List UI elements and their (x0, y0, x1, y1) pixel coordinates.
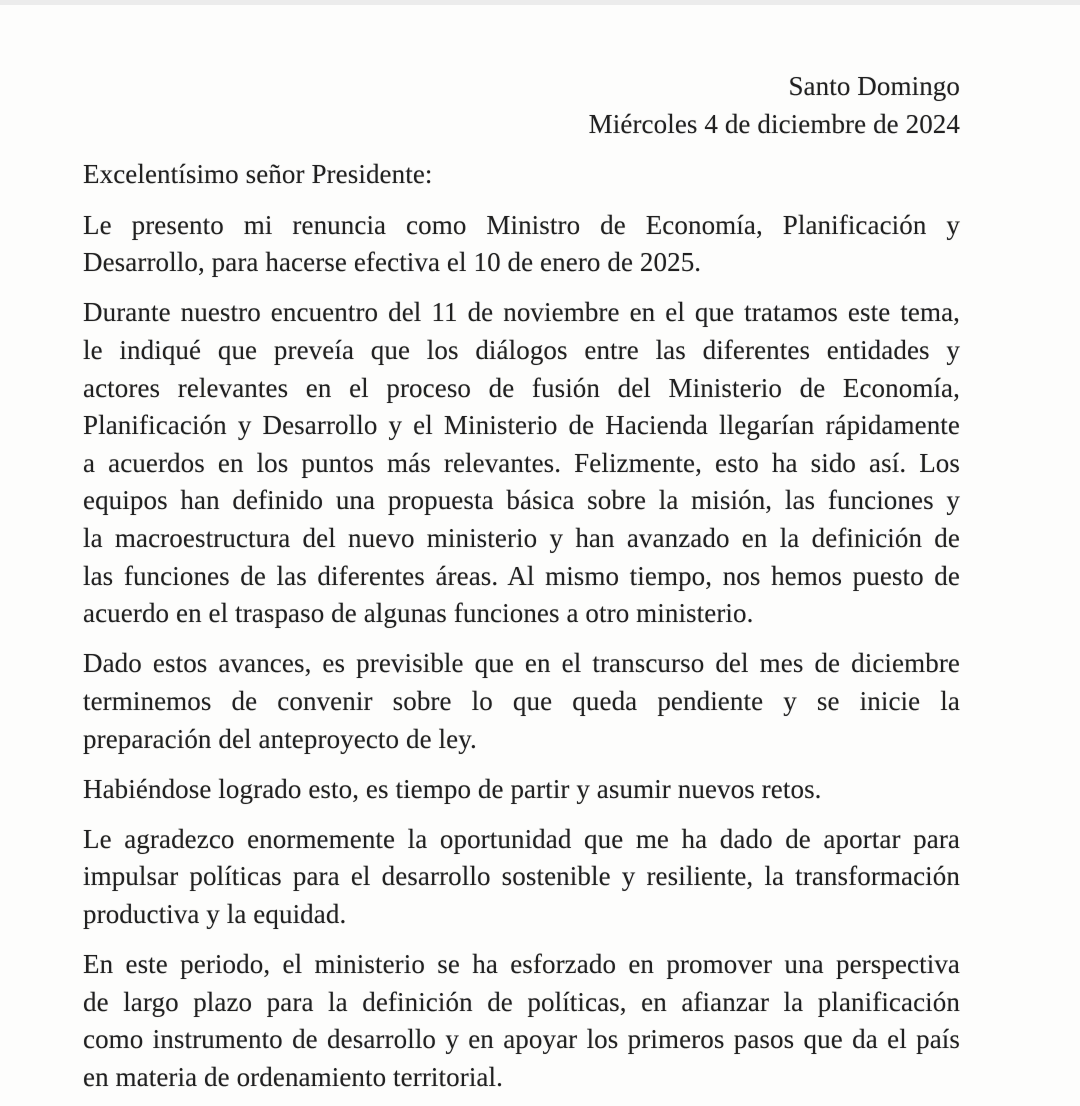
scan-edge-artifact (0, 0, 1080, 5)
paragraph-line: preparación del anteproyecto de ley. (83, 723, 477, 754)
paragraph-line: Le presento mi renuncia como Ministro de Economía, Planificación y (83, 209, 960, 240)
paragraph-line: actores relevantes en el proceso de fusión del Ministerio de Economía, (83, 372, 960, 403)
dateline-place: Santo Domingo (788, 71, 960, 101)
paragraph-line: la macroestructura del nuevo ministerio y han avanzado en la definición de (83, 523, 960, 554)
paragraph (83, 645, 960, 758)
paragraph (83, 207, 960, 282)
dateline-date: Miércoles 4 de diciembre de 2024 (588, 108, 960, 139)
paragraph-line: Le agradezco enormemente la oportunidad que me ha dado de aportar para (83, 823, 960, 854)
paragraph (83, 771, 960, 809)
paragraph-line: Desarrollo, para hacerse efectiva el 10 de enero de 2025. (83, 247, 702, 278)
paragraph (83, 821, 960, 934)
paragraph (83, 294, 960, 632)
salutation: Excelentísimo señor Presidente: (83, 159, 433, 190)
paragraph-line: en materia de ordenamiento territorial. (83, 1061, 503, 1092)
letter-page (83, 68, 960, 1096)
dateline (83, 68, 960, 143)
paragraph-line: impulsar políticas para el desarrollo sostenible y resiliente, la transformación (83, 861, 960, 892)
paragraphs (83, 207, 960, 1097)
paragraph-line: acuerdo en el traspaso de algunas funciones a otro ministerio. (83, 598, 754, 629)
paragraph-line: Habiéndose logrado esto, es tiempo de partir y asumir nuevos retos. (83, 773, 822, 804)
paragraph-line: como instrumento de desarrollo y en apoyar los primeros pasos que da el país (83, 1024, 960, 1055)
paragraph-line: equipos han definido una propuesta básica sobre la misión, las funciones y (83, 485, 960, 516)
paragraph-line: le indiqué que preveía que los diálogos entre las diferentes entidades y (83, 335, 960, 366)
paragraph-line: Planificación y Desarrollo y el Ministerio de Hacienda llegarían rápidamente (83, 410, 960, 441)
paragraph-line: En este periodo, el ministerio se ha esforzado en promover una perspectiva (83, 948, 960, 979)
paragraph-line: productiva y la equidad. (83, 898, 347, 929)
paragraph-line: a acuerdos en los puntos más relevantes. Felizmente, esto ha sido así. Los (83, 447, 960, 478)
paragraph-line: Durante nuestro encuentro del 11 de noviembre en el que tratamos este tema, (83, 297, 960, 328)
paragraph-line: terminemos de convenir sobre lo que queda pendiente y se inicie la (83, 685, 960, 716)
paragraph-line: las funciones de las diferentes áreas. Al mismo tiempo, nos hemos puesto de (83, 560, 960, 591)
paragraph-line: Dado estos avances, es previsible que en el transcurso del mes de diciembre (83, 648, 960, 679)
paragraph-line: de largo plazo para la definición de políticas, en afianzar la planificación (83, 986, 960, 1017)
paragraph (83, 946, 960, 1096)
